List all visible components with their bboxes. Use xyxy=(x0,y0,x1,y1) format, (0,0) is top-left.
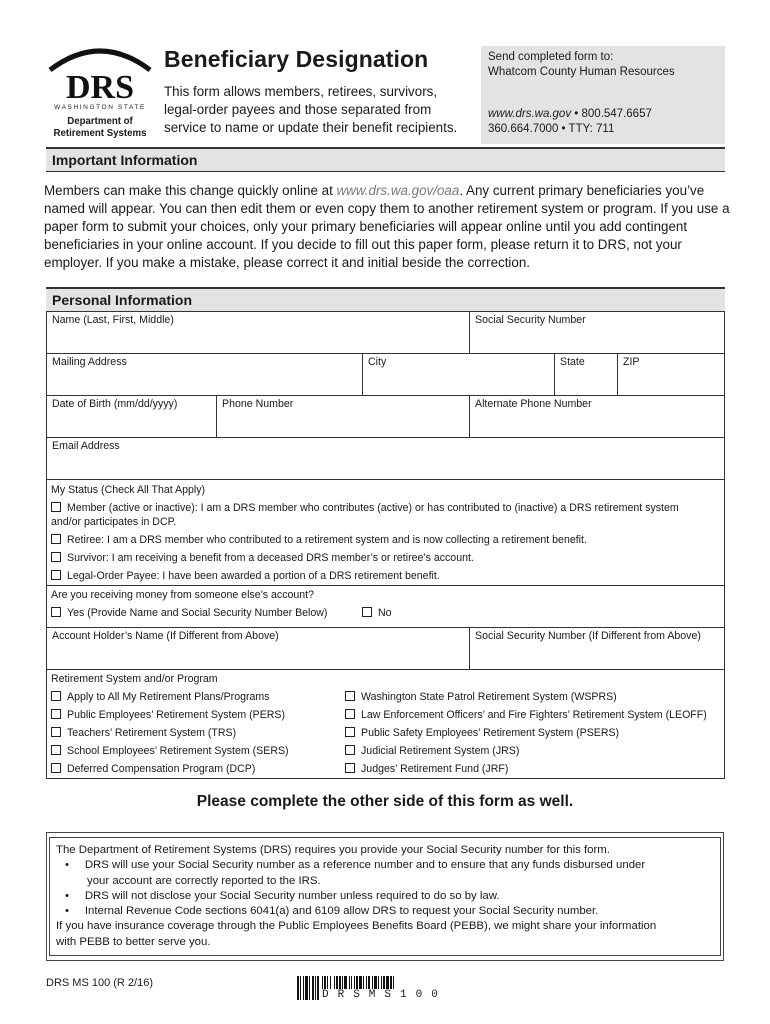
mailing-address-field[interactable]: Mailing Address xyxy=(46,353,362,396)
drs-website-link[interactable]: www.drs.wa.gov xyxy=(488,108,572,120)
someone-else-no-option[interactable]: No xyxy=(362,607,392,619)
alternate-phone-field[interactable]: Alternate Phone Number xyxy=(469,395,725,438)
personal-info-heading: Personal Information xyxy=(46,287,725,312)
system-option[interactable]: Public Employees’ Retirement System (PERS) xyxy=(51,709,285,721)
survivor-checkbox[interactable] xyxy=(51,552,61,562)
system-checkbox[interactable] xyxy=(51,763,61,773)
notice-bullet: • DRS will not disclose your Social Security number unless required to do so by law. xyxy=(65,889,500,902)
system-checkbox[interactable] xyxy=(345,763,355,773)
system-checkbox[interactable] xyxy=(345,727,355,737)
status-legal-payee-option[interactable]: Legal-Order Payee: I have been awarded a portion of a DRS retirement benefit. xyxy=(51,570,440,582)
status-member-option[interactable]: Member (active or inactive): I am a DRS member who contributes (active) or has contributed to (inactive) a DRS retirement system xyxy=(51,502,679,514)
system-checkbox[interactable] xyxy=(51,727,61,737)
notice-pebb: If you have insurance coverage through the Public Employees Benefits Board (PEBB), we might share your information xyxy=(56,920,657,933)
phone-number: • 800.547.6657 xyxy=(571,108,652,120)
logo-dept-line2: Retirement Systems xyxy=(53,126,147,139)
form-title: Beneficiary Designation xyxy=(164,46,429,72)
system-checkbox[interactable] xyxy=(345,745,355,755)
intro-line: This form allows members, retirees, survivors, xyxy=(164,84,438,99)
system-checkbox[interactable] xyxy=(51,745,61,755)
someone-else-yes-option[interactable]: Yes (Provide Name and Social Security Number Below) xyxy=(51,607,327,619)
intro-line: service to name or update their benefit recipients. xyxy=(164,120,458,135)
yes-checkbox[interactable] xyxy=(51,607,61,617)
account-holder-ssn-field[interactable]: Social Security Number (If Different from Above) xyxy=(469,627,725,670)
system-option[interactable]: Judicial Retirement System (JRS) xyxy=(345,745,519,757)
notice-bullet: • Internal Revenue Code sections 6041(a) and 6109 allow DRS to request your Social Security number. xyxy=(65,905,599,918)
system-option[interactable]: Apply to All My Retirement Plans/Programs xyxy=(51,691,270,703)
name-field[interactable]: Name (Last, First, Middle) xyxy=(46,311,469,354)
system-checkbox[interactable] xyxy=(345,691,355,701)
phone-field[interactable]: Phone Number xyxy=(216,395,469,438)
notice-pebb-cont: with PEBB to better serve you. xyxy=(56,935,211,948)
notice-intro: The Department of Retirement Systems (DRS) requires you provide your Social Security number for this form. xyxy=(56,844,610,856)
status-label: My Status (Check All That Apply) xyxy=(51,484,206,496)
contact-phone-tty: 360.664.7000 • TTY: 711 xyxy=(488,123,615,135)
someone-else-question: Are you receiving money from someone else’s account? xyxy=(51,589,315,601)
system-option[interactable]: Public Safety Employees’ Retirement System (PSERS) xyxy=(345,727,619,739)
retiree-checkbox[interactable] xyxy=(51,534,61,544)
no-checkbox[interactable] xyxy=(362,607,372,617)
barcode-text: DRSMS100 xyxy=(322,989,447,1001)
complete-other-side-note: Please complete the other side of this form as well. xyxy=(196,793,574,810)
system-option[interactable]: School Employees’ Retirement System (SERS) xyxy=(51,745,289,757)
important-info-text: Members can make this change quickly online at www.drs.wa.gov/oaa. Any current primary beneficiaries you’ve named will appear. You can then edit them or even copy them to another retirement system or program. If you use a paper form to submit your choices, only your primary beneficiaries will appear online until you add contingent beneficiaries in your online account. If you decide to fill out this paper form, please return it to DRS, not your employer. If you make a mistake, please correct it and initial beside the correction. xyxy=(44,183,730,270)
notice-bullet-cont: your account are correctly reported to the IRS. xyxy=(87,874,321,887)
state-field[interactable]: State xyxy=(554,353,617,396)
notice-bullet: • DRS will use your Social Security number as a reference number and to ensure that any funds disbursed under xyxy=(65,859,646,872)
account-holder-name-field[interactable]: Account Holder’s Name (If Different from Above) xyxy=(46,627,469,670)
system-option[interactable]: Judges’ Retirement Fund (JRF) xyxy=(345,763,508,775)
zip-field[interactable]: ZIP xyxy=(617,353,725,396)
important-info-heading: Important Information xyxy=(46,147,725,172)
system-checkbox[interactable] xyxy=(51,709,61,719)
ssn-field[interactable]: Social Security Number xyxy=(469,311,725,354)
online-account-link[interactable]: www.drs.wa.gov/oaa xyxy=(336,183,460,198)
form-id: DRS MS 100 (R 2/16) xyxy=(46,977,153,989)
system-option[interactable]: Teachers’ Retirement System (TRS) xyxy=(51,727,236,739)
send-to-label: Send completed form to: xyxy=(488,51,614,63)
logo-agency xyxy=(44,105,156,139)
ssn-notice xyxy=(49,837,721,956)
retirement-systems-label: Retirement System and/or Program xyxy=(51,673,218,685)
system-checkbox[interactable] xyxy=(345,709,355,719)
system-checkbox[interactable] xyxy=(51,691,61,701)
system-option[interactable]: Washington State Patrol Retirement System (WSPRS) xyxy=(345,691,617,703)
system-option[interactable]: Law Enforcement Officers’ and Fire Fighters’ Retirement System (LEOFF) xyxy=(345,709,707,721)
date-of-birth-field[interactable]: Date of Birth (mm/dd/yyyy) xyxy=(46,395,216,438)
system-option[interactable]: Deferred Compensation Program (DCP) xyxy=(51,763,255,775)
logo-dept-line1: Department of xyxy=(67,114,133,127)
intro-line: legal-order payees and those separated from xyxy=(164,102,432,117)
contact-web-phone xyxy=(488,107,718,122)
member-checkbox[interactable] xyxy=(51,502,61,512)
form-intro xyxy=(164,83,484,137)
city-field[interactable]: City xyxy=(362,353,554,396)
status-member-text-cont: and/or participates in DCP. xyxy=(51,516,177,528)
legal-payee-checkbox[interactable] xyxy=(51,570,61,580)
status-survivor-option[interactable]: Survivor: I am receiving a benefit from a deceased DRS member’s or retiree’s account. xyxy=(51,552,474,564)
logo-letters: DRS xyxy=(65,69,135,106)
email-field[interactable]: Email Address xyxy=(46,437,725,480)
send-to-recipient: Whatcom County Human Resources xyxy=(488,66,675,78)
logo-state: WASHINGTON STATE xyxy=(54,104,146,111)
send-to-box xyxy=(481,46,725,144)
status-retiree-option[interactable]: Retiree: I am a DRS member who contributed to a retirement system and is now collecting a retirement benefit. xyxy=(51,534,587,546)
